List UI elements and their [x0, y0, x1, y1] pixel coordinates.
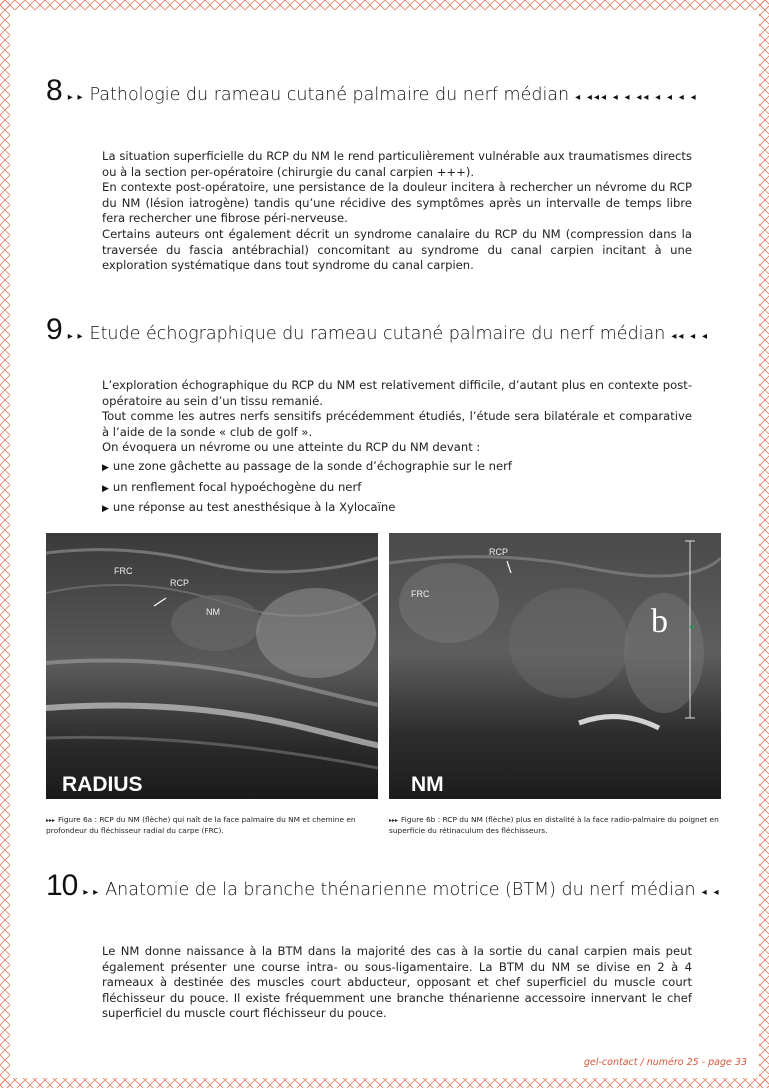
label-rcp: RCP [170, 578, 190, 588]
section-10-body [102, 944, 692, 1022]
ultrasound-image-6b [389, 533, 721, 799]
paragraph: En contexte post-opératoire, une persistance de la douleur incitera à rechercher un névrome du RCP du NM (lésion iatrogène) tandis qu’une récidive des symptômes après un intervalle de temps libre fera rechercher une fibrose péri-nerveuse. [102, 180, 692, 226]
section-9-heading [46, 313, 709, 347]
marker-b: b [651, 603, 668, 640]
label-nm: NM [206, 607, 220, 617]
figure-6a-caption: ▸▸▸ Figure 6a : RCP du NM (flèche) qui naît de la face palmaire du NM et chemine en profondeur du fléchisseur radial du carpe (FRC). [46, 815, 356, 835]
arrow-icons: ◂◂ ◂ ◂ [671, 331, 709, 342]
list-item: ▶ un renflement focal hypoéchogène du nerf [102, 480, 692, 498]
paragraph: L’exploration échographique du RCP du NM est relativement difficile, d’autant plus en contexte post-opératoire au sein d’un tissu remanié. [102, 378, 692, 408]
paragraph: La situation superficielle du RCP du NM le rend particulièrement vulnérable aux traumatismes directs ou à la section per-opératoire (chirurgie du canal carpien +++). [102, 149, 692, 179]
section-number: 9 [46, 313, 62, 346]
label-frc: FRC [114, 566, 133, 576]
label-rcp: RCP [489, 547, 509, 557]
paragraph: Le NM donne naissance à la BTM dans la majorité des cas à la sortie du canal carpien mais peut également présenter une course intra- ou sous-ligamentaire. La BTM du NM se divise en 2 à 4 rameaux à destinée des muscles court abducteur, opposant et chef superficiel du muscle court fléchisseur du pouce. Il existe fréquemment une branche thénarienne accessoire innervant le chef superficiel du muscle court fléchisseur du pouce. [102, 944, 692, 1021]
section-title: Pathologie du rameau cutané palmaire du nerf médian [89, 85, 570, 105]
section-9-body [102, 378, 692, 518]
paragraph: On évoquera un névrome ou une atteinte du RCP du NM devant : [102, 440, 481, 455]
paragraph: Tout comme les autres nerfs sensitifs précédemment étudiés, l’étude sera bilatérale et comparative à l’aide de la sonde « club de golf ». [102, 409, 692, 439]
paragraph: Certains auteurs ont également décrit un syndrome canalaire du RCP du NM (compression dans la traversée du fascia antébrachial) concomitant au syndrome du canal carpien incitant à une exploration systématique dans tout syndrome du canal carpien. [102, 226, 692, 273]
arrow-icons: ▸▸▸ [389, 817, 399, 824]
arrow-icons: ◂ ◂ [701, 887, 721, 898]
ultrasound-image-6a [46, 533, 378, 799]
section-title: Etude échographique du rameau cutané palmaire du nerf médian [89, 324, 666, 344]
ultrasound-texture [46, 533, 378, 799]
list-item: ▶ une réponse au test anesthésique à la Xylocaïne [102, 500, 692, 518]
arrow-icons: ▸▸▸ [46, 817, 56, 824]
bullet-icon: ▶ [102, 462, 109, 473]
page-footer: gel-contact / numéro 25 - page 33 [583, 1057, 747, 1068]
section-8-body [102, 149, 692, 274]
list-item: ▶ une zone gâchette au passage de la sonde d’échographie sur le nerf [102, 459, 692, 477]
arrow-icons: ▸ ▸ [67, 331, 84, 342]
label-nm-big: NM [411, 773, 444, 796]
section-title: Anatomie de la branche thénarienne motrice (BTM) du nerf médian [105, 880, 696, 900]
bullet-icon: ▶ [102, 504, 109, 515]
section-10-heading [46, 869, 720, 903]
ultrasound-texture [389, 533, 721, 799]
arrow-icons: ◂ ◂◂◂ ◂ ◂ ◂◂ ◂ ◂ ◂ ◂ [575, 92, 698, 103]
label-frc: FRC [411, 589, 430, 599]
figure-6b-caption: ▸▸▸ Figure 6b : RCP du NM (flèche) plus en distalité à la face radio-palmaire du poignet en superficie du rétinaculum des fléchisseurs. [389, 815, 719, 835]
section-8-heading [46, 74, 698, 108]
label-radius: RADIUS [62, 773, 143, 796]
arrow-icons: ▸ ▸ [83, 887, 100, 898]
section-number: 10 [46, 869, 78, 902]
arrow-icons: ▸ ▸ [67, 92, 84, 103]
bullet-icon: ▶ [102, 483, 109, 494]
section-number: 8 [46, 74, 62, 107]
